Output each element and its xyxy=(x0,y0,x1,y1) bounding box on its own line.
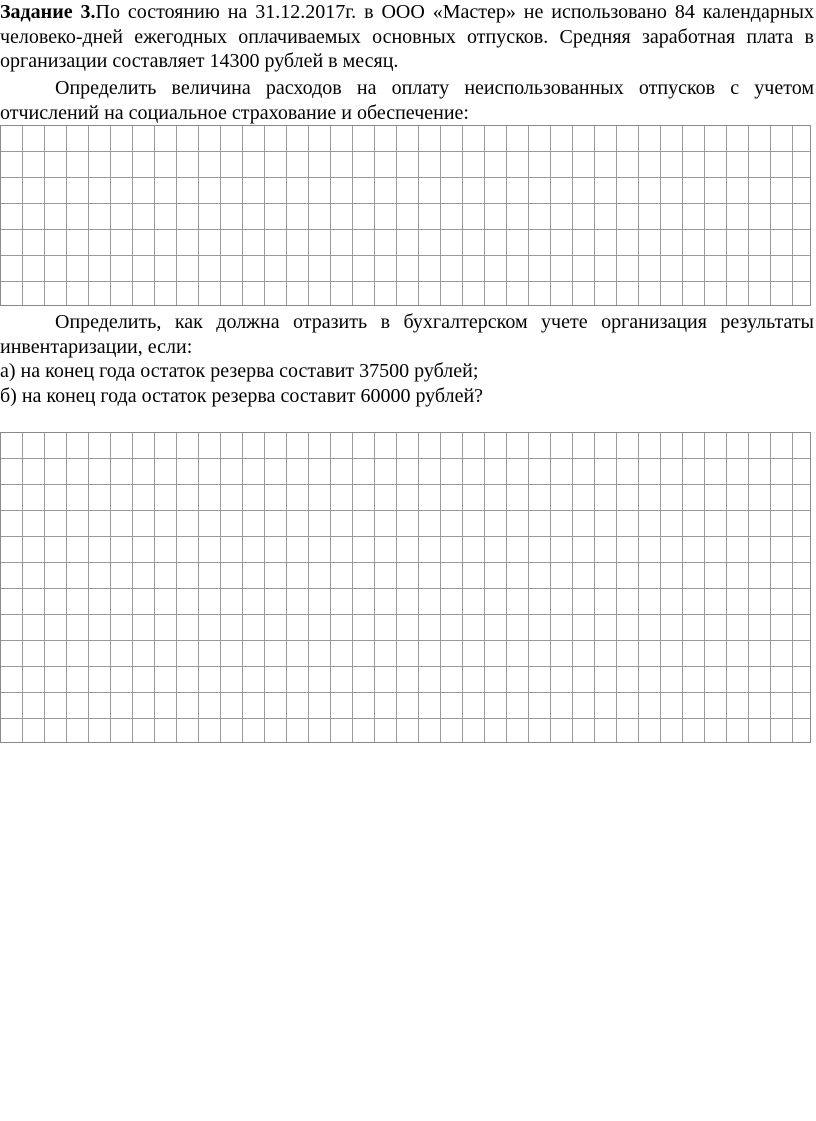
task-label: Задание 3. xyxy=(0,1,96,23)
answer-grid-1[interactable] xyxy=(0,125,811,306)
task-text: По состоянию на 31.12.2017г. в ООО «Мастер» не использовано 84 календарных человеко-дней ежегодных оплачиваемых основных отпусков. Средняя заработная плата в организации составляет 14300 рублей в месяц. xyxy=(0,1,814,72)
answer-grid-2[interactable] xyxy=(0,432,811,743)
question-1-text: Определить величина расходов на оплату неиспользованных отпусков с учетом отчислений на социальное страхование и обеспечение: xyxy=(0,77,814,124)
question-2-text: Определить, как должна отразить в бухгалтерском учете организация результаты инвентаризации, если: xyxy=(0,311,814,358)
case-b-text: б) на конец года остаток резерва составит 60000 рублей? xyxy=(0,385,484,407)
case-a-text: а) на конец года остаток резерва составит 37500 рублей; xyxy=(0,360,479,382)
task-paragraph xyxy=(0,0,814,74)
